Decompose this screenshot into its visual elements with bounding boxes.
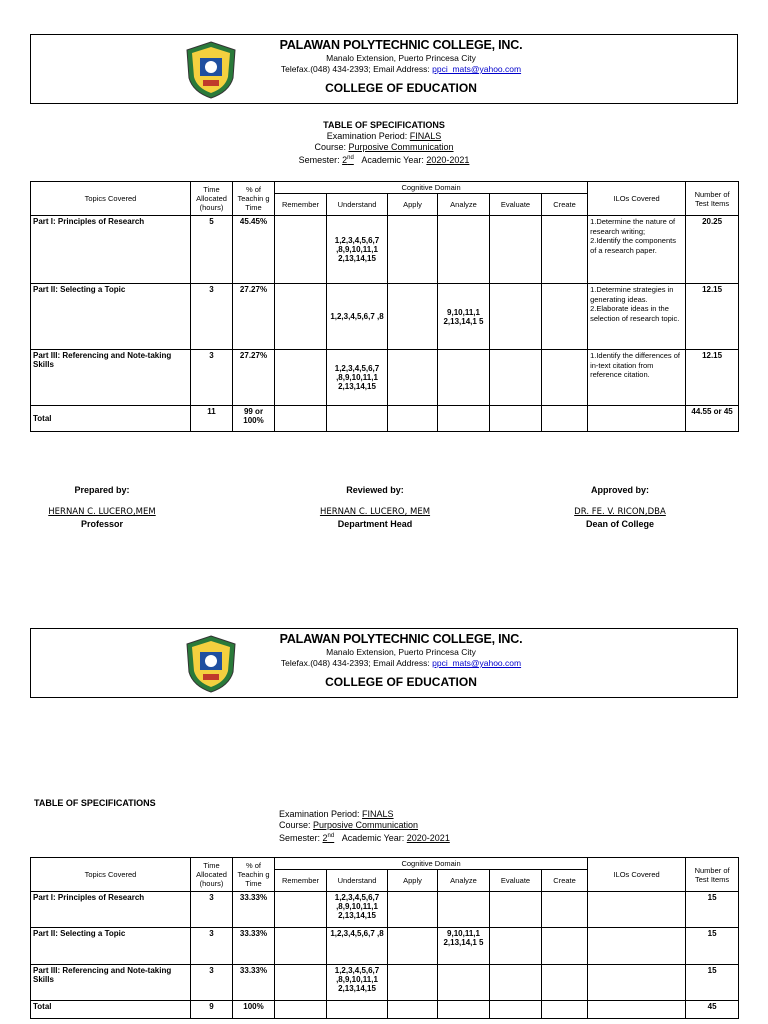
year-label: Academic Year: — [361, 155, 427, 165]
col-create: Create — [542, 194, 588, 216]
topic-cell: Part I: Principles of Research — [31, 892, 191, 928]
col-analyze: Analyze — [438, 194, 490, 216]
analyze-cell — [438, 216, 490, 284]
total-time: 9 — [191, 1001, 233, 1019]
evaluate-cell — [490, 350, 542, 406]
tos-title: TABLE OF SPECIFICATIONS — [323, 120, 445, 130]
items-cell: 12.15 — [686, 350, 739, 406]
time-cell: 5 — [191, 216, 233, 284]
topic-cell: Part III: Referencing and Note-taking Skills — [31, 965, 191, 1001]
col-evaluate: Evaluate — [490, 870, 542, 892]
col-items: Number of Test Items — [686, 182, 739, 216]
create-cell — [542, 350, 588, 406]
course-name: Purposive Communication — [348, 142, 454, 152]
time-cell: 3 — [191, 350, 233, 406]
exam-period: FINALS — [362, 809, 394, 819]
col-ilos: ILOs Covered — [588, 858, 686, 892]
analyze-cell — [438, 350, 490, 406]
total-items: 45 — [686, 1001, 739, 1019]
table-row — [31, 892, 739, 928]
academic-year: 2020-2021 — [426, 155, 470, 165]
items-cell: 15 — [686, 892, 739, 928]
pct-cell: 33.33% — [233, 892, 275, 928]
table-row — [31, 965, 739, 1001]
understand-cell: 1,2,3,4,5,6,7 ,8,9,10,11,1 2,13,14,15 — [327, 965, 388, 1001]
ilo-cell: 1.Identify the differences of in-text citation from reference citation. — [588, 350, 686, 406]
total-pct: 99 or 100% — [233, 406, 275, 432]
college-name: PALAWAN POLYTECHNIC COLLEGE, INC. — [279, 38, 523, 52]
col-ilos: ILOs Covered — [588, 182, 686, 216]
col-create: Create — [542, 870, 588, 892]
exam-label: Examination Period: — [326, 131, 410, 141]
col-evaluate: Evaluate — [490, 194, 542, 216]
analyze-cell — [438, 892, 490, 928]
course-name: Purposive Communication — [313, 820, 419, 830]
col-pct: % of Teachin g Time — [233, 858, 275, 892]
total-label: Total — [31, 1001, 191, 1019]
remember-cell — [275, 216, 327, 284]
understand-cell: 1,2,3,4,5,6,7 ,8,9,10,11,1 2,13,14,15 — [327, 216, 388, 284]
create-cell — [542, 284, 588, 350]
col-pct: % of Teachin g Time — [233, 182, 275, 216]
semester-label: Semester: — [298, 155, 343, 165]
time-cell: 3 — [191, 892, 233, 928]
col-remember: Remember — [275, 194, 327, 216]
semester-value: 2nd — [342, 155, 354, 165]
col-cognitive: Cognitive Domain — [275, 858, 588, 870]
total-time: 11 — [191, 406, 233, 432]
tos-title-2: TABLE OF SPECIFICATIONS — [34, 798, 156, 808]
course-label: Course: — [314, 142, 349, 152]
remember-cell — [275, 350, 327, 406]
apply-cell — [388, 216, 438, 284]
understand-cell: 1,2,3,4,5,6,7 ,8,9,10,11,1 2,13,14,15 — [327, 350, 388, 406]
col-topics: Topics Covered — [31, 182, 191, 216]
col-apply: Apply — [388, 870, 438, 892]
total-pct: 100% — [233, 1001, 275, 1019]
pct-cell: 33.33% — [233, 965, 275, 1001]
academic-year: 2020-2021 — [406, 833, 450, 843]
col-time: Time Allocated (hours) — [191, 182, 233, 216]
ilo-cell: 1.Determine the nature of research writing; 2.Identify the components of a research paper. — [588, 216, 686, 284]
pct-cell: 27.27% — [233, 350, 275, 406]
department-title: COLLEGE OF EDUCATION — [325, 675, 477, 689]
college-header — [30, 34, 738, 104]
time-cell: 3 — [191, 284, 233, 350]
col-items: Number of Test Items — [686, 858, 739, 892]
tos-heading-2: Examination Period: FINALS Course: Purposive Communication Semester: 2nd Academic Year: 2020-2021 — [279, 809, 450, 843]
col-topics: Topics Covered — [31, 858, 191, 892]
reviewed-by: Reviewed by: HERNAN C. LUCERO, MEM Department Head — [319, 485, 431, 529]
department-title: COLLEGE OF EDUCATION — [325, 81, 477, 95]
table-row — [31, 216, 739, 284]
understand-cell: 1,2,3,4,5,6,7 ,8 — [327, 928, 388, 965]
time-cell: 3 — [191, 928, 233, 965]
semester-value: 2nd — [322, 833, 335, 843]
email-link[interactable]: ppci_mats@yahoo.com — [432, 64, 522, 74]
college-address: Manalo Extension, Puerto Princesa City — [326, 53, 476, 63]
total-label: Total — [31, 406, 191, 432]
topic-cell: Part II: Selecting a Topic — [31, 928, 191, 965]
table-row — [31, 284, 739, 350]
items-cell: 12.15 — [686, 284, 739, 350]
contact-info: Telefax.(048) 434-2393; Email Address: — [280, 658, 433, 668]
exam-period: FINALS — [409, 131, 442, 141]
remember-cell — [275, 284, 327, 350]
total-row — [31, 1001, 739, 1019]
col-cognitive: Cognitive Domain — [275, 182, 588, 194]
apply-cell — [388, 350, 438, 406]
college-header-2 — [30, 628, 738, 698]
prepared-by: Prepared by: HERNAN C. LUCERO,MEM Professor — [48, 485, 156, 529]
col-apply: Apply — [388, 194, 438, 216]
apply-cell — [388, 284, 438, 350]
tos-table-1 — [30, 181, 739, 432]
ilo-cell: 1.Determine strategies in generating ideas. 2.Elaborate ideas in the selection of research topic. — [588, 284, 686, 350]
col-understand: Understand — [327, 194, 388, 216]
pct-cell: 33.33% — [233, 928, 275, 965]
tos-heading — [0, 120, 768, 166]
approved-by: Approved by: DR. FE. V. RICON,DBA Dean of College — [574, 485, 666, 529]
total-row — [31, 406, 739, 432]
items-cell: 20.25 — [686, 216, 739, 284]
col-understand: Understand — [327, 870, 388, 892]
contact-info: Telefax.(048) 434-2393; Email Address: — [280, 64, 433, 74]
evaluate-cell — [490, 284, 542, 350]
understand-cell: 1,2,3,4,5,6,7 ,8,9,10,11,1 2,13,14,15 — [327, 892, 388, 928]
analyze-cell — [438, 965, 490, 1001]
college-address: Manalo Extension, Puerto Princesa City — [326, 647, 476, 657]
table-row — [31, 928, 739, 965]
col-time: Time Allocated (hours) — [191, 858, 233, 892]
topic-cell: Part I: Principles of Research — [31, 216, 191, 284]
time-cell: 3 — [191, 965, 233, 1001]
email-link[interactable]: ppci_mats@yahoo.com — [432, 658, 522, 668]
topic-cell: Part II: Selecting a Topic — [31, 284, 191, 350]
table-row — [31, 350, 739, 406]
items-cell: 15 — [686, 928, 739, 965]
col-analyze: Analyze — [438, 870, 490, 892]
analyze-cell: 9,10,11,1 2,13,14,1 5 — [438, 284, 490, 350]
col-remember: Remember — [275, 870, 327, 892]
tos-table-2 — [30, 857, 739, 1019]
total-items: 44.55 or 45 — [686, 406, 739, 432]
college-name: PALAWAN POLYTECHNIC COLLEGE, INC. — [279, 632, 523, 646]
items-cell: 15 — [686, 965, 739, 1001]
analyze-cell: 9,10,11,1 2,13,14,1 5 — [438, 928, 490, 965]
pct-cell: 45.45% — [233, 216, 275, 284]
pct-cell: 27.27% — [233, 284, 275, 350]
understand-cell: 1,2,3,4,5,6,7 ,8 — [327, 284, 388, 350]
evaluate-cell — [490, 216, 542, 284]
topic-cell: Part III: Referencing and Note-taking Skills — [31, 350, 191, 406]
create-cell — [542, 216, 588, 284]
